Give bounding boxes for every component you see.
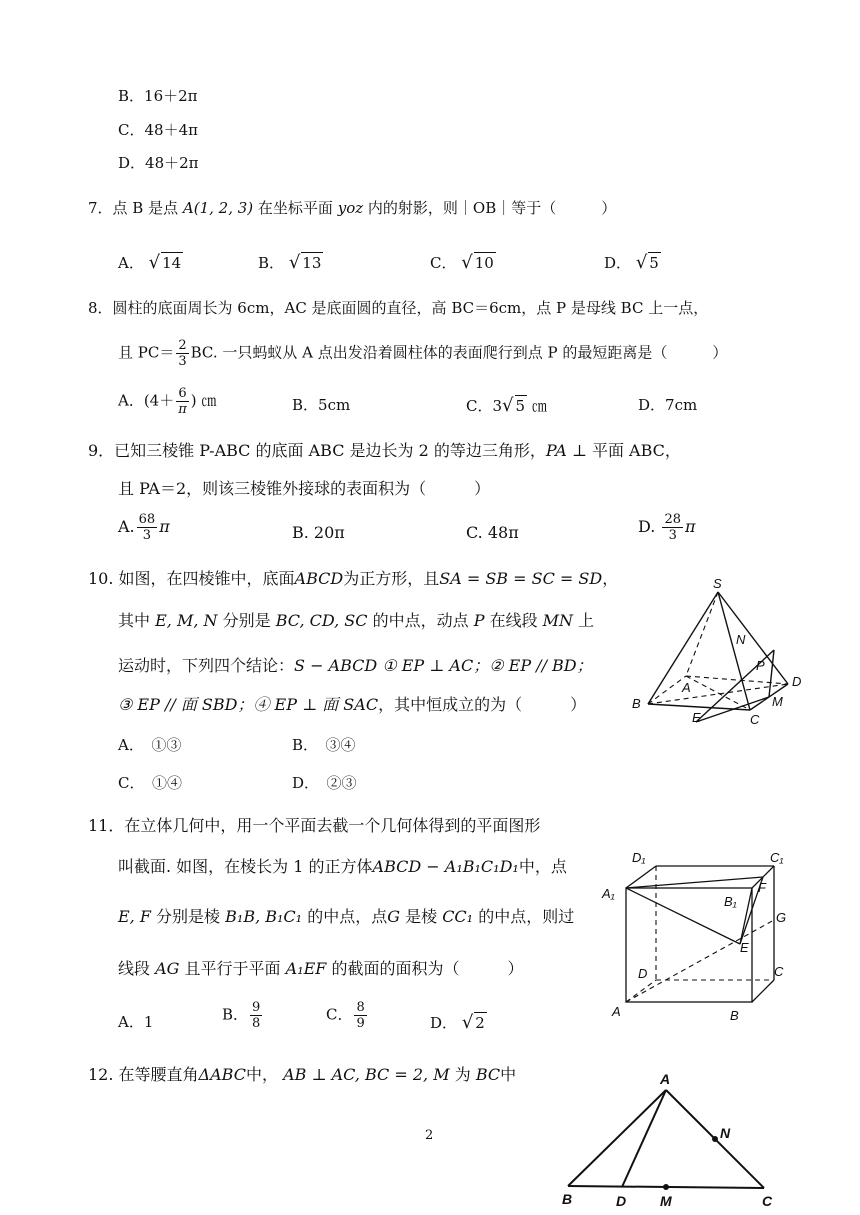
q12-label-n: N xyxy=(720,1125,731,1141)
q12-point-n xyxy=(712,1136,718,1142)
q11-label-f: F xyxy=(758,880,766,895)
q11-label-b: B xyxy=(730,1008,739,1023)
q8-option-b: B．5cm xyxy=(292,396,351,414)
q10-label-e: E xyxy=(692,710,701,725)
q9-option-c: C. 48π xyxy=(466,523,519,542)
page-number: 2 xyxy=(425,1128,434,1143)
q11-option-a: A．1 xyxy=(118,1013,154,1031)
q12-triangle-figure xyxy=(556,1070,796,1210)
q11-option-b: B． $\frac{9}{8}$ xyxy=(222,1000,261,1031)
q12-label-d: D xyxy=(616,1193,627,1209)
q10-label-d: D xyxy=(792,674,802,689)
q10-stem-line1: 10. 如图，在四棱锥中，底面ABCD为正方形，且SA = SB = SC = SD， xyxy=(88,569,619,588)
q7-option-c: C． √ 10 xyxy=(430,252,494,273)
q11-stem-line1: 11．在立体几何中，用一个平面去截一个几何体得到的平面图形 xyxy=(88,816,541,835)
q10-label-p: P xyxy=(756,658,765,673)
q10-stem-line3: 运动时，下列四个结论：S − ABCD ① EP ⊥ AC；② EP // BD； xyxy=(118,656,593,675)
q10-label-a: A xyxy=(682,680,691,695)
q12-stem-line1: 12. 在等腰直角ΔABC中， AB ⊥ AC, BC = 2, M 为 BC中 xyxy=(88,1065,517,1084)
q8-stem-line1: 8．圆柱的底面周长为 6cm，AC 是底面圆的直径，高 BC＝6cm，点 P 是母线 BC 上一点， xyxy=(88,299,709,317)
q11-label-d: D xyxy=(638,966,648,981)
q8-option-a: A．(4＋ $\frac{6}{\pi}$ ) ㎝ xyxy=(118,386,217,417)
q11-stem-line4: 线段 AG 且平行于平面 A₁EF 的截面的面积为（ ） xyxy=(118,959,524,978)
q12-label-c: C xyxy=(762,1193,773,1209)
q8-fraction: $\frac{2}{3}$ xyxy=(178,338,187,369)
q9-option-b: B. 20π xyxy=(292,523,345,542)
q6-option-c: C．48＋4π xyxy=(118,121,198,139)
q7-option-d: D． √ 5 xyxy=(604,252,659,273)
q11-option-d: D． √ 2 xyxy=(430,1012,485,1033)
q11-label-c: C xyxy=(774,964,784,979)
q10-label-s: S xyxy=(713,576,722,591)
q10-option-d: D． ②③ xyxy=(292,774,357,792)
q11-label-e: E xyxy=(740,940,749,955)
q12-label-b: B xyxy=(562,1191,573,1207)
q10-pyramid-figure xyxy=(624,574,810,726)
q9-stem-line1: 9．已知三棱锥 P-ABC 的底面 ABC 是边长为 2 的等边三角形，PA ⊥ 平面 ABC， xyxy=(88,441,681,460)
q6-option-d: D．48＋2π xyxy=(118,154,199,172)
q6-option-b: B．16＋2π xyxy=(118,87,198,105)
q10-option-a: A． ①③ xyxy=(118,736,182,754)
q10-label-m: M xyxy=(772,694,783,709)
q8-option-c: C．3√ 5 ㎝ xyxy=(466,395,547,416)
q10-label-n: N xyxy=(736,632,746,647)
q10-label-b: B xyxy=(632,696,641,711)
q9-stem-line2: 且 PA＝2，则该三棱锥外接球的表面积为（ ） xyxy=(118,479,491,498)
q10-option-b: B． ③④ xyxy=(292,736,356,754)
q11-stem-line3: E, F 分别是棱 B₁B, B₁C₁ 的中点，点G 是棱 CC₁ 的中点，则过 xyxy=(118,907,575,926)
q12-point-m xyxy=(663,1184,669,1190)
q8-stem-line2: 且 PC＝ $\frac{2}{3}$ BC. 一只蚂蚁从 A 点出发沿着圆柱体的表面爬行到点 P 的最短距离是（ ） xyxy=(118,338,728,369)
q10-stem-line2: 其中 E, M, N 分别是 BC, CD, SC 的中点，动点 P 在线段 MN 上 xyxy=(118,611,595,630)
q8-option-d: D．7cm xyxy=(638,396,698,414)
q12-label-a: A xyxy=(660,1071,671,1087)
q7-stem: 7．点 B 是点 A(1, 2, 3) 在坐标平面 yoz 内的射影，则｜OB｜等于（ ） xyxy=(88,199,617,217)
q9-option-a: A. $\frac{68}{3}$ π xyxy=(118,512,170,543)
q11-option-c: C． $\frac{8}{9}$ xyxy=(326,1000,365,1031)
q7-option-b: B． √ 13 xyxy=(258,252,322,273)
q11-label-c1: C₁ xyxy=(770,850,784,865)
q11-cube-figure xyxy=(600,848,800,1026)
q12-label-m: M xyxy=(660,1193,672,1209)
q10-label-c: C xyxy=(750,712,760,726)
q11-label-g: G xyxy=(776,910,787,925)
q10-option-c: C． ①④ xyxy=(118,774,182,792)
q11-label-d1: D₁ xyxy=(632,850,646,865)
q11-label-b1: B₁ xyxy=(724,894,737,909)
q7-option-a: A． √ 14 xyxy=(118,252,182,273)
q11-label-a: A xyxy=(612,1004,621,1019)
q11-stem-line2: 叫截面. 如图，在棱长为 1 的正方体ABCD − A₁B₁C₁D₁中，点 xyxy=(118,857,567,876)
q11-label-a1: A₁ xyxy=(602,886,615,901)
q10-stem-line4: ③ EP // 面 SBD；④ EP ⊥ 面 SAC，其中恒成立的为（ ） xyxy=(118,695,587,714)
q9-option-d: D. $\frac{28}{3}$ π xyxy=(638,512,696,543)
